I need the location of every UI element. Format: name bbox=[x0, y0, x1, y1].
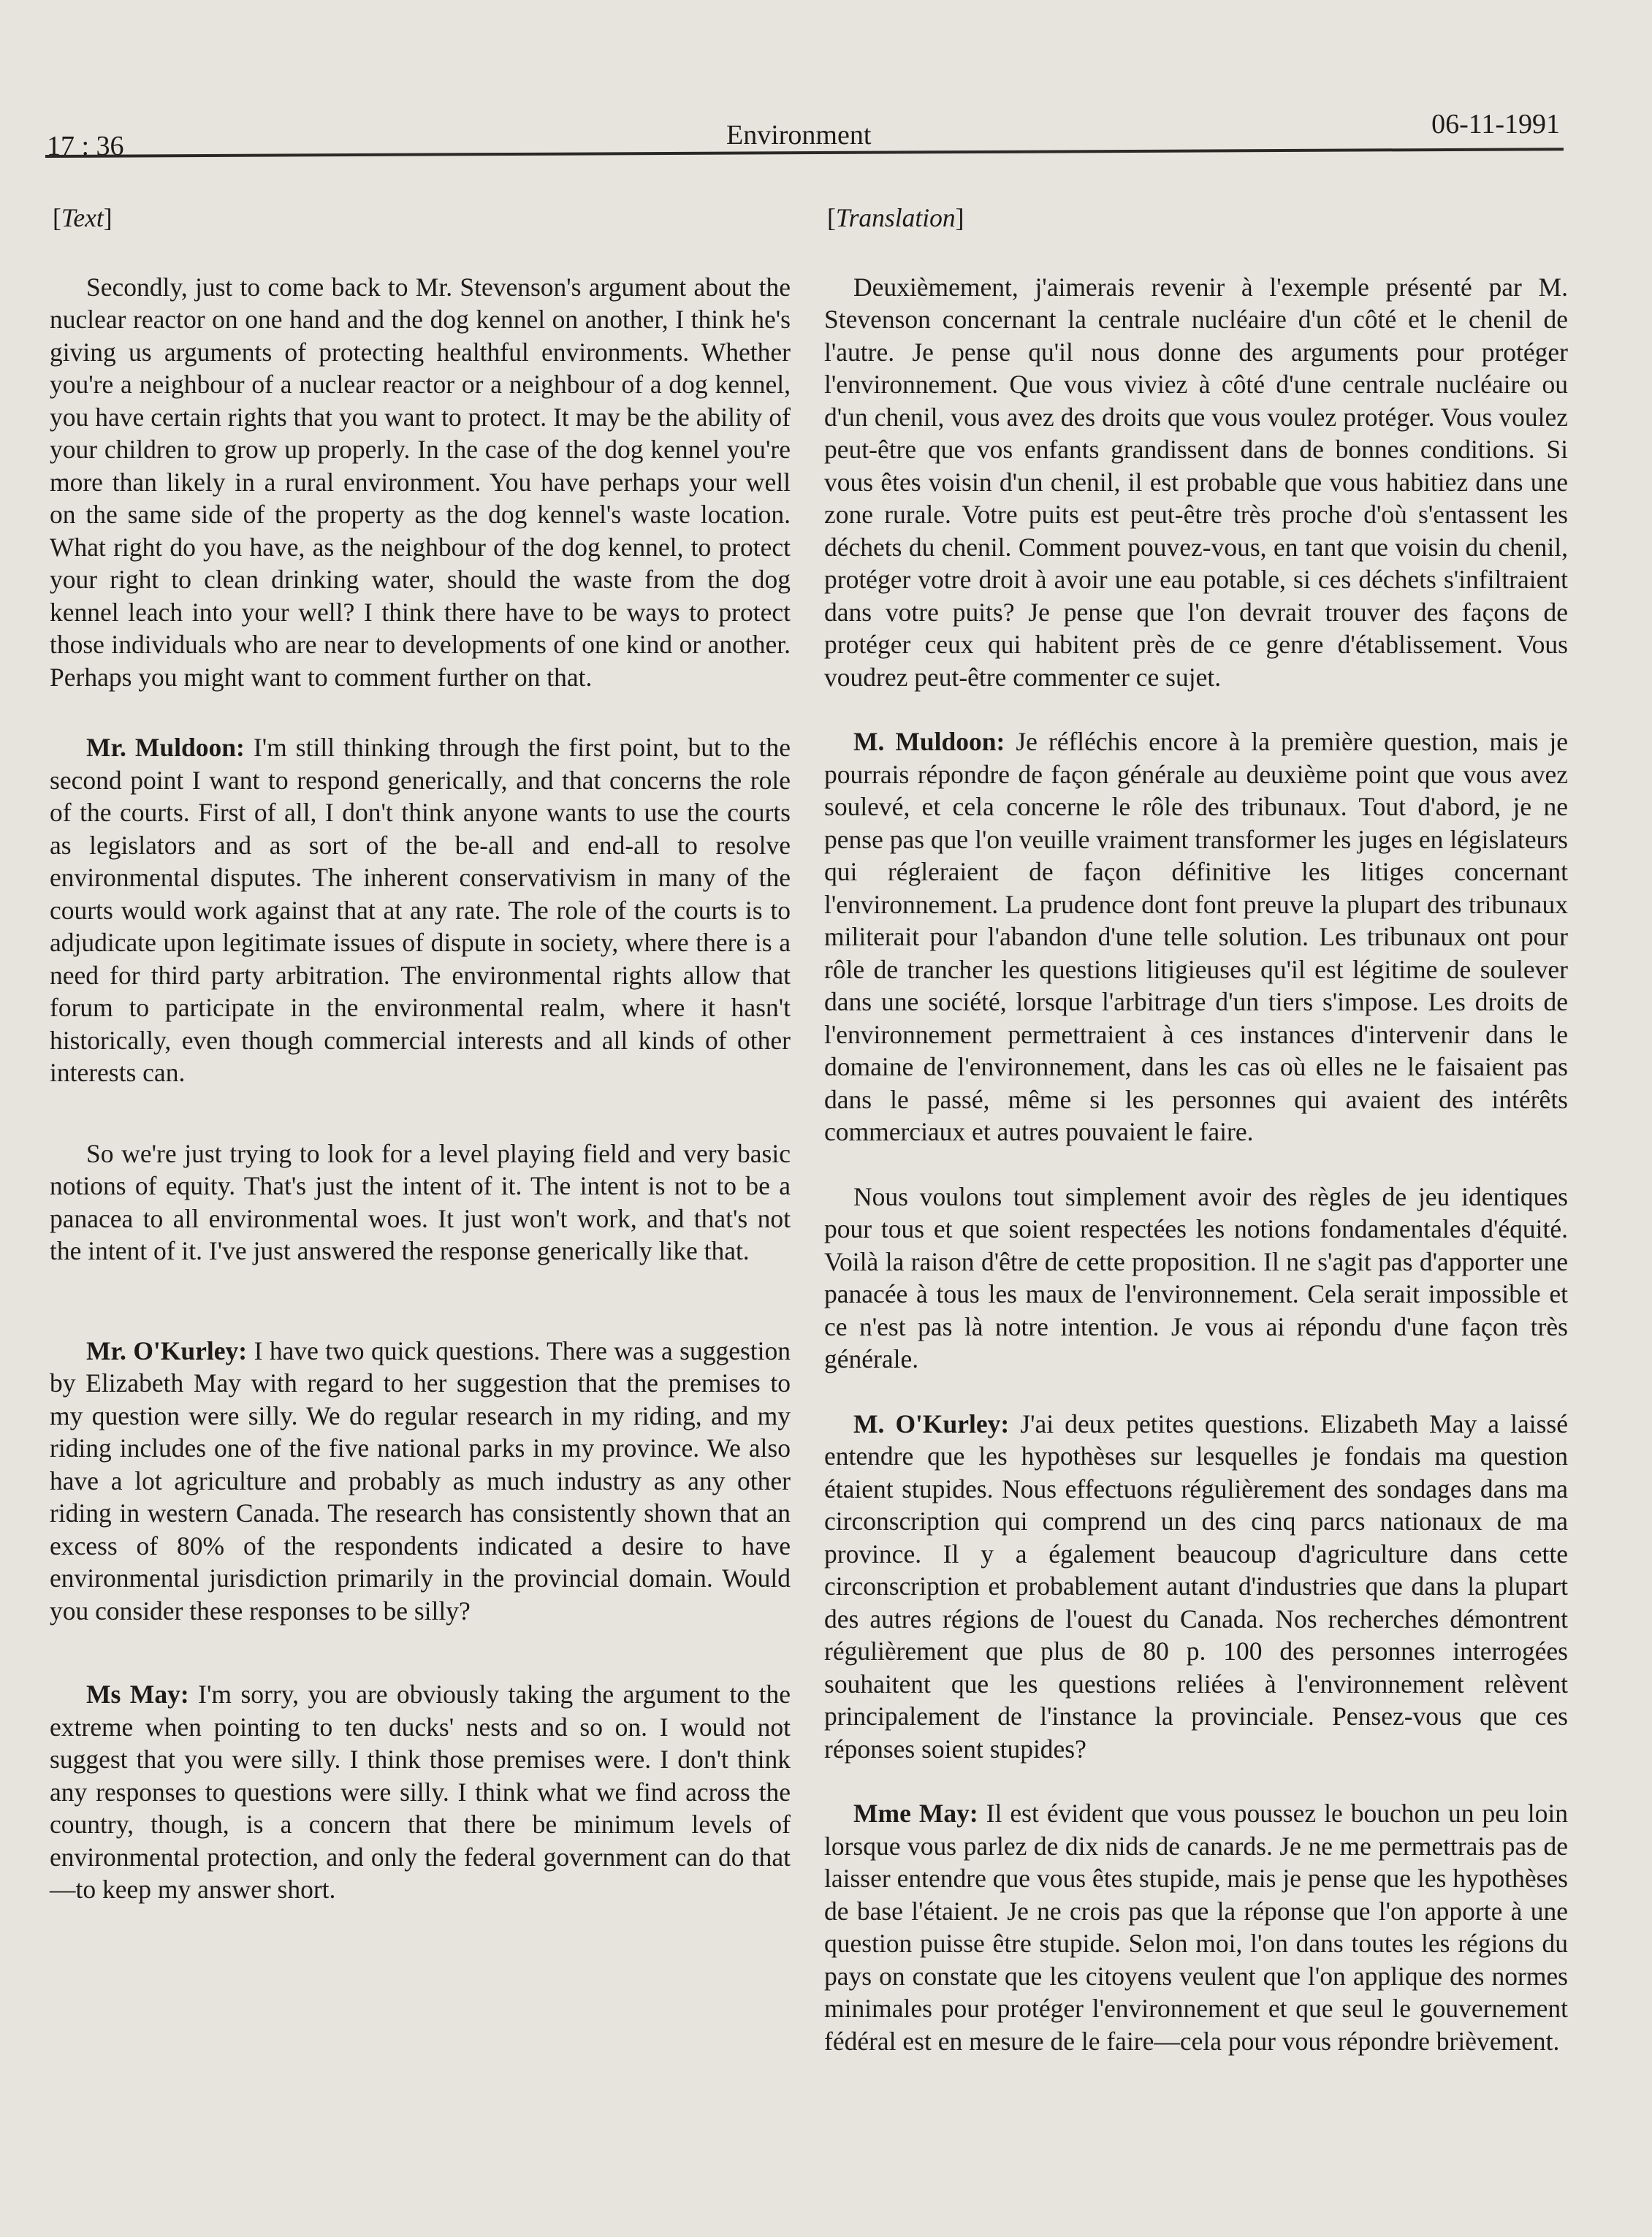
column-tag: [ Text ] bbox=[53, 202, 791, 235]
paragraph-text: Secondly, just to come back to Mr. Stevenson's argument about the nuclear reactor on one hand and the dog kennel on another, I think he's giving us arguments of protecting healthful environments. Whether you're a neighbour of a nuclear reactor or a neighbour of a dog kennel, you have certain rights that you want to protect. It may be the ability of your children to grow up properly. In the case of the dog kennel you're more than likely in a rural environment. You have perhaps your well on the same side of the property as the dog kennel's waste location. What right do you have, as the neighbour of the dog kennel, to protect your right to clean drinking water, should the waste from the dog kennel leach into your well? I think there have to be ways to protect those individuals who are near to developments of one kind or another. Perhaps you might want to comment further on that. bbox=[50, 272, 791, 692]
paragraph-text: I'm still thinking through the first point, but to the second point I want to respond generically, and that concerns the role of the courts. First of all, I don't think anyone wants to use the courts as legislators and as sort of the be-all and end-all to resolve environmental disputes. The inherent conservativism in many of the courts would work against that at any rate. The role of the courts is to adjudicate upon legitimate issues of dispute in society, where there is a need for third party arbitration. The environmental rights allow that forum to participate in the environmental realm, where it hasn't historically, even though commercial interests and all kinds of other interests can. bbox=[50, 733, 791, 1087]
page-date: 06-11-1991 bbox=[1431, 109, 1560, 140]
french-column bbox=[824, 202, 1568, 2057]
paragraph-text: Deuxièmement, j'aimerais revenir à l'exemple présenté par M. Stevenson concernant la centrale nucléaire d'un côté et le chenil de l'autre. Je pense qu'il nous donne des arguments pour protéger l'environnement. Que vous viviez à côté d'une centrale nucléaire ou d'un chenil, vous avez des droits que vous voulez protéger. Vous voulez peut-être que vos enfants grandissent dans de bonnes conditions. Si vous êtes voisin d'un chenil, il est probable que vous habitiez dans une zone rurale. Votre puits est peut-être très proche d'où s'entassent les déchets du chenil. Comment pouvez-vous, en tant que voisin du chenil, protéger votre droit à avoir une eau potable, si ces déchets s'infiltraient dans votre puits? Je pense que l'on devrait trouver des façons de protéger ceux qui habitent près de ce genre d'établissement. Vous voudrez peut-être commenter ce sujet. bbox=[824, 272, 1568, 692]
paragraph bbox=[50, 1137, 791, 1268]
paragraph bbox=[824, 1181, 1568, 1376]
paragraph bbox=[824, 271, 1568, 694]
paragraph bbox=[824, 1797, 1568, 2057]
column-tag: [ Translation ] bbox=[827, 202, 1568, 235]
speaker-name: Mr. O'Kurley: bbox=[86, 1335, 248, 1365]
paragraph-text: Il est évident que vous poussez le bouchon un peu loin lorsque vous parlez de dix nids de canards. Je ne me permettrais pas de laisser entendre que vous êtes stupide, mais je pense que les hypothèses de base l'étaient. Je ne crois pas que la réponse que l'on apporte à une question puisse être stupide. Selon moi, l'on dans toutes les régions du pays on constate que les citoyens veulent que l'on applique des normes minimales pour protéger l'environnement et que seul le gouvernement fédéral est en mesure de le faire—cela pour vous répondre brièvement. bbox=[824, 1799, 1569, 2056]
paragraph bbox=[50, 1678, 791, 1906]
page-number: 17 : 36 bbox=[47, 131, 124, 161]
paragraph-text: I have two quick questions. There was a suggestion by Elizabeth May with regard to her suggestion that the premises to my question were silly. We do regular research in my riding, and my riding includes one of the five national parks in my province. We also have a lot agriculture and probably as much industry as any other riding in western Canada. The research has consistently shown that an excess of 80% of the respondents indicated a desire to have environmental jurisdiction primarily in the provincial domain. Would you consider these responses to be silly? bbox=[50, 1335, 791, 1626]
paragraph bbox=[50, 731, 791, 1089]
paragraph bbox=[50, 271, 791, 694]
speaker-name: M. O'Kurley: bbox=[853, 1409, 1010, 1438]
paragraph-text: I'm sorry, you are obviously taking the argument to the extreme when pointing to ten ducks' nests and so on. I would not suggest that you were silly. I think those premises were. I don't think any responses to questions were silly. I think what we find across the country, though, is a concern that there be minimum levels of environmental protection, and only the federal government can do that—to keep my answer short. bbox=[50, 1680, 791, 1904]
paragraph-text: So we're just trying to look for a level playing field and very basic notions of equity. That's just the intent of it. The intent is not to be a panacea to all environmental woes. It just won't work, and that's not the intent of it. I've just answered the response generically like that. bbox=[50, 1138, 791, 1265]
paragraph bbox=[50, 1335, 791, 1628]
paragraph-text: J'ai deux petites questions. Elizabeth May a laissé entendre que les hypothèses sur lesquelles je fondais ma question étaient stupides. Nous effectuons régulièrement des sondages dans ma circonscription qui comprend un des cinq parcs nationaux de ma province. Il y a également beaucoup d'agriculture dans cette circonscription et probablement autant d'industries que dans la plupart des autres régions de l'ouest du Canada. Nos recherches démontrent régulièrement que plus de 80 p. 100 des personnes interrogées souhaitent que les questions reliées à l'environnement relèvent principalement de l'instance la provinciale. Pensez-vous que ces réponses soient stupides? bbox=[824, 1409, 1568, 1764]
speaker-name: M. Muldoon: bbox=[853, 727, 1005, 756]
paragraph bbox=[824, 725, 1568, 1148]
paragraph-text: Je réfléchis encore à la première question, mais je pourrais répondre de façon générale au deuxième point que vous avez soulevé, et cela concerne le rôle des tribunaux. Tout d'abord, je ne pense pas que l'on veuille vraiment transformer les juges en législateurs qui régleraient de façon définitive les litiges concernant l'environnement. La prudence dont font preuve la plupart des tribunaux militerait pour l'abandon d'une telle solution. Les tribunaux ont pour rôle de trancher les questions litigieuses qu'il est légitime de soulever dans une société, lorsque l'arbitrage d'un tiers s'impose. Les droits de l'environnement permettraient à ces instances d'intervenir dans le domaine de l'environnement, dans les cas où elles ne le faisaient pas dans le passé, même si les personnes qui avaient des intérêts commerciaux et autres pouvaient le faire. bbox=[824, 727, 1568, 1146]
paragraph-text: Nous voulons tout simplement avoir des règles de jeu identiques pour tous et que soient respectées les notions fondamentales d'équité. Voilà la raison d'être de cette proposition. Il ne s'agit pas d'apporter une panacée à tous les maux de l'environnement. Cela serait impossible et ce n'est pas là notre intention. Je vous ai répondu d'une façon très générale. bbox=[824, 1181, 1568, 1373]
speaker-name: Ms May: bbox=[86, 1680, 189, 1709]
speaker-name: Mme May: bbox=[853, 1799, 978, 1828]
speaker-name: Mr. Muldoon: bbox=[86, 733, 245, 762]
running-title: Environment bbox=[726, 120, 872, 150]
paragraph bbox=[824, 1408, 1568, 1766]
english-column bbox=[50, 202, 791, 1906]
